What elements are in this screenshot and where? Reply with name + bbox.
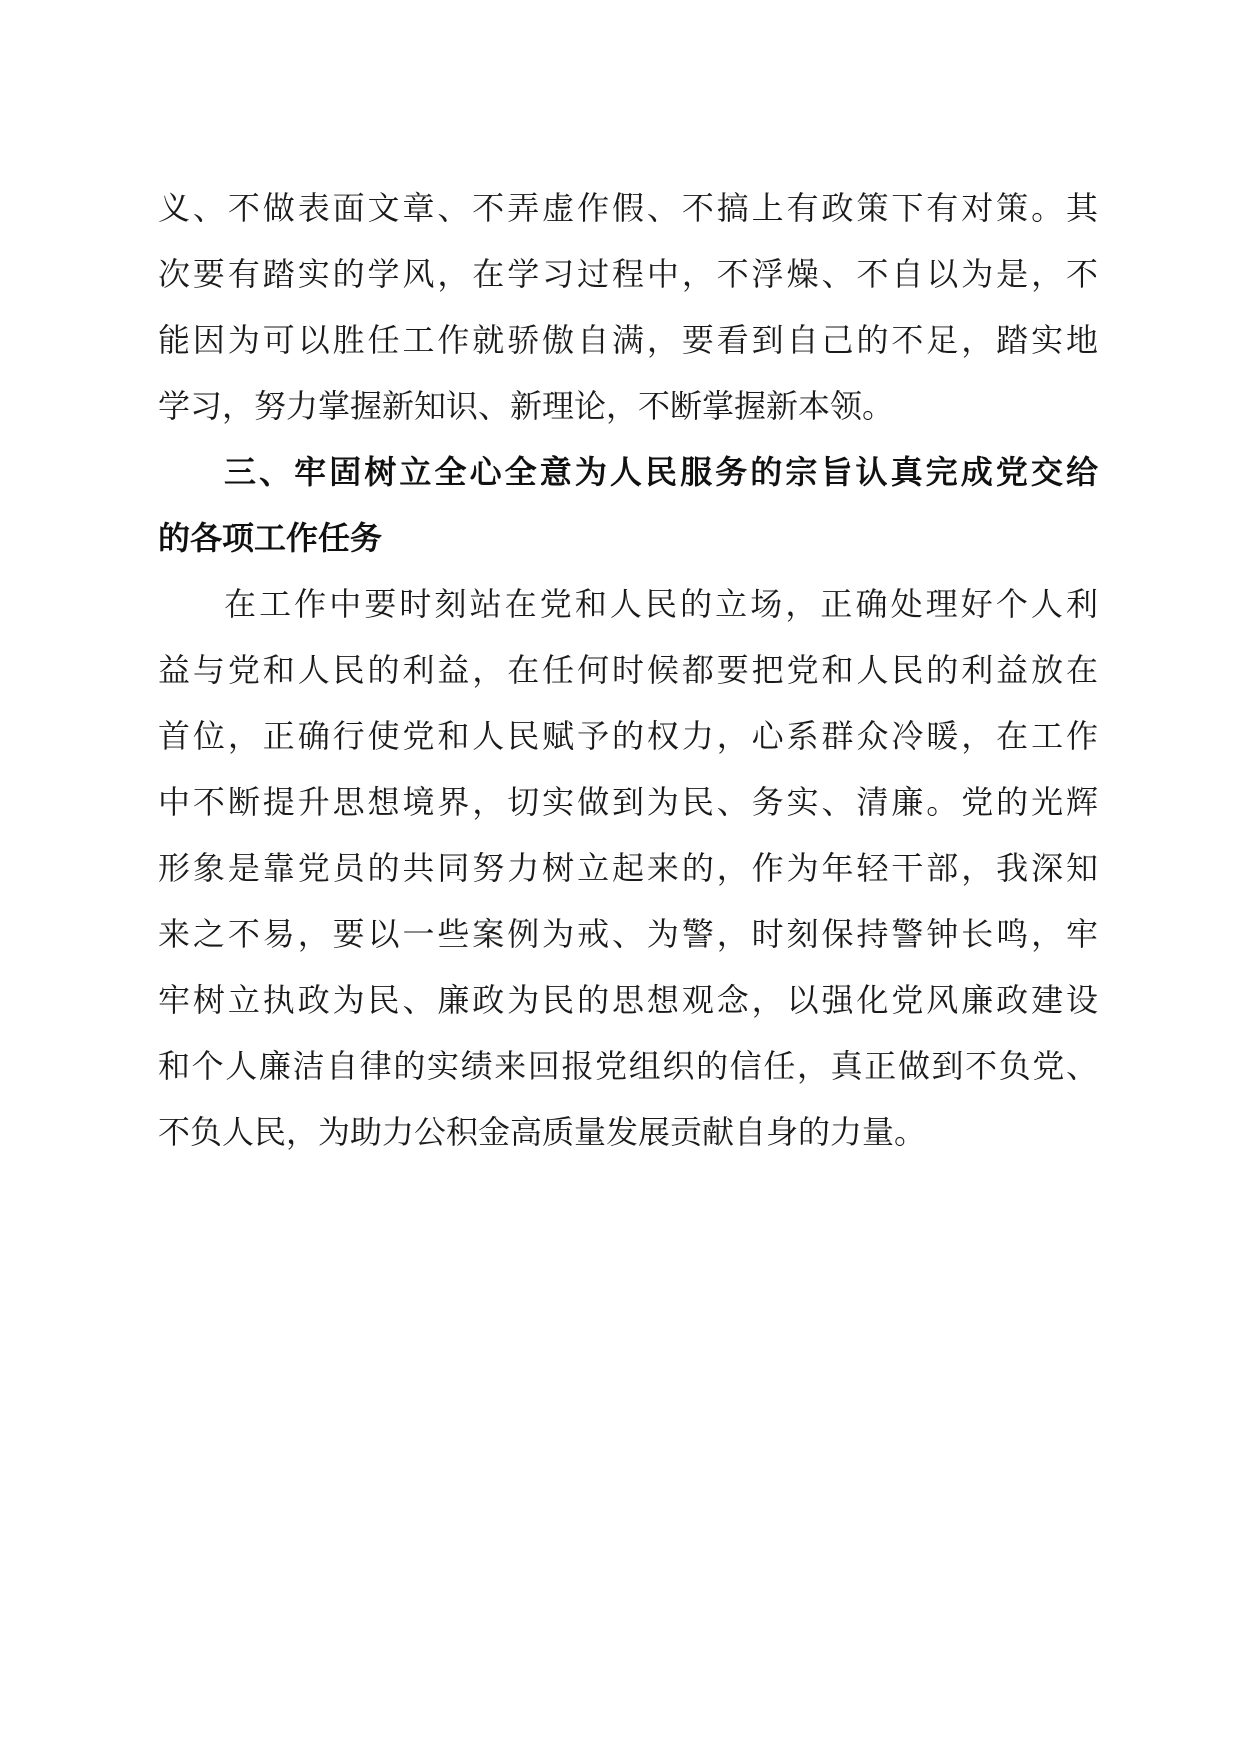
heading-line: 的各项工作任务 <box>158 519 383 557</box>
text-line: 次要有踏实的学风，在学习过程中，不浮燥、不自以为是，不 <box>158 255 1098 293</box>
text-line: 在工作中要时刻站在党和人民的立场，正确处理好个人利 <box>224 585 1098 623</box>
text-line: 能因为可以胜任工作就骄傲自满，要看到自己的不足，踏实地 <box>158 321 1098 359</box>
paragraph <box>158 584 1098 1178</box>
text-line: 学习，努力掌握新知识、新理论，不断掌握新本领。 <box>158 387 895 425</box>
text-line: 义、不做表面文章、不弄虚作假、不搞上有政策下有对策。其 <box>158 189 1098 227</box>
text-line: 不负人民，为助力公积金高质量发展贡献自身的力量。 <box>158 1113 927 1151</box>
heading-line: 三、牢固树立全心全意为人民服务的宗旨认真完成党交给 <box>224 453 1098 491</box>
text-line: 首位，正确行使党和人民赋予的权力，心系群众冷暖，在工作 <box>158 717 1098 755</box>
text-line: 来之不易，要以一些案例为戒、为警，时刻保持警钟长鸣，牢 <box>158 915 1098 953</box>
text-line: 牢树立执政为民、廉政为民的思想观念，以强化党风廉政建设 <box>158 981 1098 1019</box>
text-line: 中不断提升思想境界，切实做到为民、务实、清廉。党的光辉 <box>158 783 1098 821</box>
text-line: 形象是靠党员的共同努力树立起来的，作为年轻干部，我深知 <box>158 849 1098 887</box>
text-line: 和个人廉洁自律的实绩来回报党组织的信任，真正做到不负党、 <box>158 1047 1098 1085</box>
text-line: 益与党和人民的利益，在任何时候都要把党和人民的利益放在 <box>158 651 1098 689</box>
section-heading <box>158 452 1098 584</box>
paragraph-continued <box>158 188 1098 452</box>
document-body <box>158 188 1098 1178</box>
